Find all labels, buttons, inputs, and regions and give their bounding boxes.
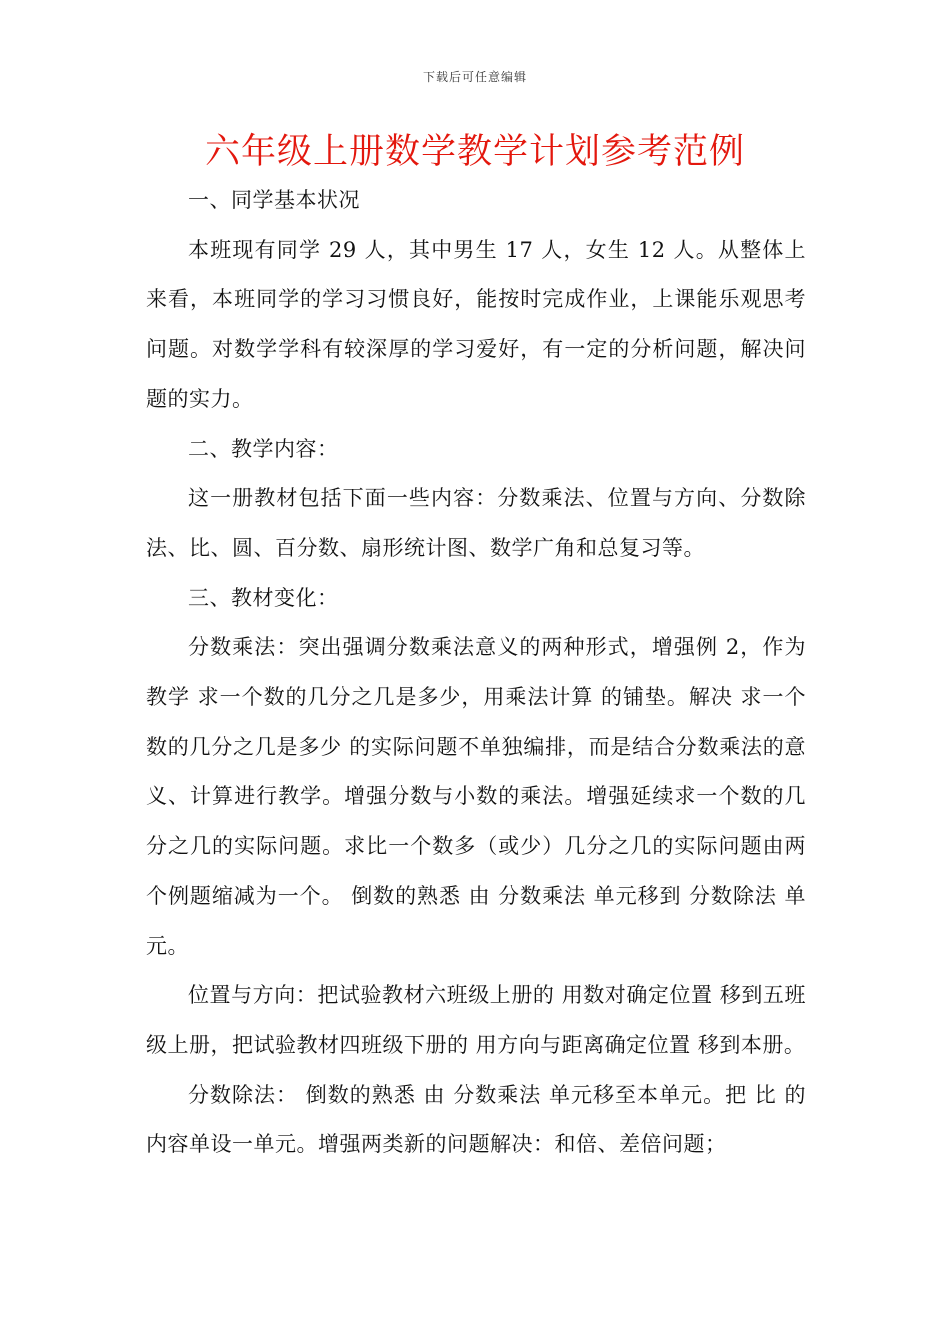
paragraph-teaching-content: 这一册教材包括下面一些内容：分数乘法、位置与方向、分数除法、比、圆、百分数、扇形统计图、数学广角和总复习等。 [146,486,806,560]
paragraph-fraction-division: 分数除法： 倒数的熟悉 由 分数乘法 单元移至本单元。把 比 的内容单设一单元。增强两类新的问题解决：和倍、差倍问题； [146,1082,806,1157]
paragraph-student-status: 本班现有同学 29 人，其中男生 17 人，女生 12 人。从整体上来看，本班同学的学习习惯良好，能按时完成作业，上课能乐观思考问题。对数学学科有较深厚的学习爱好，有一定的分析问题，解决问题的实力。 [146,237,806,411]
document-body [146,176,806,1170]
paragraph-fraction-multiplication: 分数乘法：突出强调分数乘法意义的两种形式，增强例 2，作为教学 求一个数的几分之几是多少，用乘法计算 的铺垫。解决 求一个数的几分之几是多少 的实际问题不单独编排，而是结合分数乘法的意义、计算进行教学。增强分数与小数的乘法。增强延续求一个数的几分之几的实际问题。求比一个数多（或少）几分之几的实际问题由两个例题缩减为一个。 倒数的熟悉 由 分数乘法 单元移到 分数除法 单元。 [146,635,806,958]
section-heading-textbook-changes: 三、教材变化： [188,585,339,610]
paragraph-position-direction: 位置与方向：把试验教材六班级上册的 用数对确定位置 移到五班级上册，把试验教材四班级下册的 用方向与距离确定位置 移到本册。 [146,983,806,1057]
header-note: 下载后可任意编辑 [422,70,527,84]
section-heading-teaching-content: 二、教学内容： [188,436,339,461]
document-title: 六年级上册数学教学计划参考范例 [204,132,745,172]
section-heading-student-status: 一、同学基本状况 [188,188,360,212]
